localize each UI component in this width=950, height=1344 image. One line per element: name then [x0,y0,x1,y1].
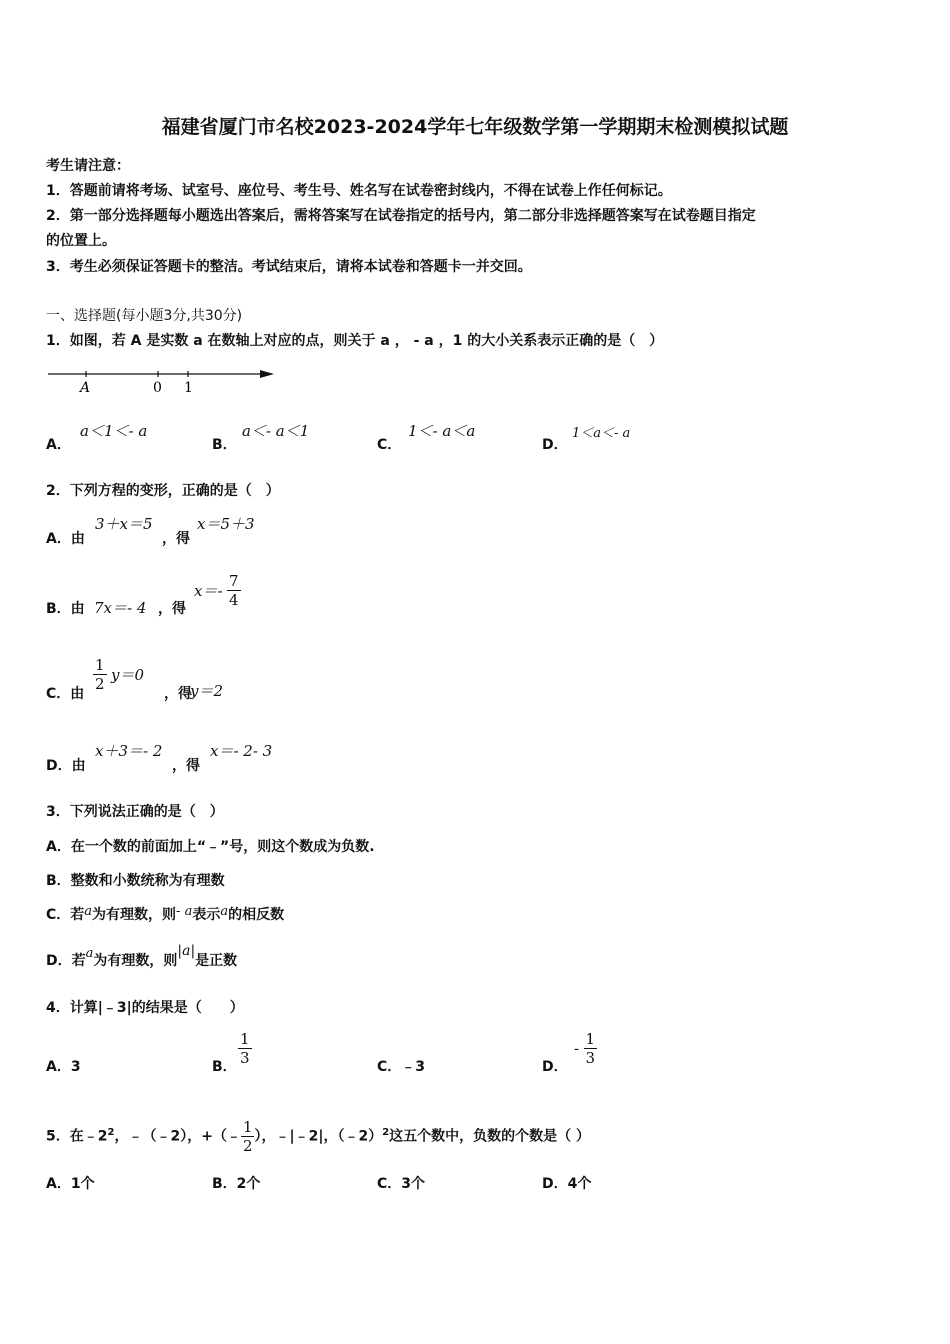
q3-c-part: 为有理数，则 [92,907,177,923]
q5-part: ），﹣|﹣2|，（﹣2） [254,1128,383,1145]
q2-option-d-letter: D．由 [46,758,86,774]
fraction-numerator: 1 [242,1118,253,1137]
q2-option-d-from: x＋3＝- 2 [95,742,163,760]
q3-c-part: 表示 [192,907,221,923]
q3-c-var: a [84,904,93,919]
q5-part: ，﹣（﹣2），+（﹣ [114,1128,241,1145]
q3-c-part: 的相反数 [228,907,285,923]
q4-option-b-letter: B． [212,1059,237,1075]
q1-option-a-expr: a＜1＜- a [80,422,148,440]
q3-option-d [46,943,238,970]
q5-option-d: D．4个 [542,1176,592,1192]
q4-option-d-value [574,1030,597,1067]
q1-option-d-expr: 1＜a＜- a [572,426,631,441]
q3-d-var: a [85,946,94,961]
q2-option-a-letter: A．由 [46,531,85,547]
q4-option-a: A．3 [46,1059,81,1075]
q3-option-b: B．整数和小数统称为有理数 [46,873,225,889]
q2-option-c-mid: ，得 [164,686,192,702]
q5-part: 5．在﹣2 [46,1128,108,1145]
q3-c-part: C．若 [46,907,85,923]
q1-option-b-expr: a＜- a＜1 [242,422,310,440]
q1-option-c-letter: C． [377,437,402,453]
fraction-numerator: 1 [95,656,105,674]
fraction-denominator: 2 [242,1137,253,1156]
notice-heading: 考生请注意： [46,158,130,174]
q2-option-a-to: x＝5＋3 [197,515,255,533]
q2-option-a-from: 3＋x＝5 [95,515,153,533]
q4-option-b-fraction [238,1030,252,1067]
fraction-denominator: 2 [95,675,105,693]
q1-option-d-letter: D． [542,437,568,453]
q3-d-part: 是正数 [195,953,238,969]
q5-superscript: 2 [107,1127,115,1138]
page-title: 福建省厦门市名校2023-2024学年七年级数学第一学期期末检测模拟试题 [161,116,789,138]
q3-d-part: 为有理数，则 [93,953,178,969]
fraction-numerator: 1 [585,1030,596,1048]
q2-option-b-from: 7x＝- 4 [94,599,147,617]
fraction-denominator: 4 [228,591,239,609]
q4-d-sign: - [574,1039,580,1058]
q2-option-b-fraction [227,572,241,609]
q2-option-d-to: x＝- 2- 3 [210,742,273,760]
q4-stem: 4．计算|﹣3|的结果是（ ） [46,1000,244,1016]
q2-option-c-letter: C．由 [46,686,85,702]
q2-option-c-suffix: y＝0 [111,666,145,684]
q2-option-c-to: y＝2 [190,682,224,700]
q3-option-a: A．在一个数的前面加上“﹣”号，则这个数成为负数. [46,839,375,855]
q5-option-c: C．3个 [377,1176,426,1192]
q4-option-d-letter: D． [542,1059,568,1075]
arrow-head [260,370,274,378]
q2-option-a-mid: ，得 [162,531,190,547]
q5-part: 这五个数中，负数的个数是（ ） [389,1128,591,1145]
q1-option-c-expr: 1＜- a＜a [408,422,476,440]
q2-stem: 2．下列方程的变形，正确的是（ ） [46,483,280,499]
q2-option-d-mid: ，得 [172,758,200,774]
notice-item: 2．第一部分选择题每小题选出答案后，需将答案写在试卷指定的括号内，第二部分非选择题答案写在试卷题目指定 [46,208,756,224]
q5-fraction [241,1118,255,1155]
q1-option-a-letter: A． [46,437,71,453]
q5-option-b: B．2个 [212,1176,261,1192]
number-line [44,362,276,396]
q5-superscript: 2 [382,1127,390,1138]
label-one: 1 [184,380,193,396]
q3-stem: 3．下列说法正确的是（ ） [46,804,224,820]
label-a: A [80,380,91,396]
q2-option-c-fraction [93,656,107,693]
label-zero: 0 [153,380,162,396]
notice-item: 1．答题前请将考场、试室号、座位号、考生号、姓名写在试卷密封线内，不得在试卷上作任何标记。 [46,183,672,199]
q4-option-c: C．﹣3 [377,1059,426,1075]
fraction-denominator: 3 [240,1049,250,1067]
q5-option-a: A．1个 [46,1176,95,1192]
fraction-numerator: 7 [228,572,239,590]
notice-item: 的位置上。 [46,233,116,249]
q2-option-b-mid: ，得 [158,601,186,617]
notice-item: 3．考生必须保证答题卡的整洁。考试结束后，请将本试卷和答题卡一并交回。 [46,259,532,275]
q3-option-c [46,904,284,924]
fraction-numerator: 1 [240,1030,250,1048]
q2-option-b-prefix: x＝- [194,582,223,600]
q5-stem [46,1110,590,1160]
q2-option-c-from [93,656,144,693]
q3-d-part: D．若 [46,953,86,969]
q3-c-var: a [220,904,229,919]
fraction-denominator: 3 [585,1049,596,1067]
q1-stem: 1．如图，若 A 是实数 a 在数轴上对应的点，则关于 a ， - a ，1 的大小关系表示正确的是（ ） [46,333,664,349]
section-heading: 一、选择题(每小题3分,共30分) [46,308,243,324]
q2-option-b-result [194,572,241,609]
q2-option-b-letter: B．由 [46,601,85,617]
q1-option-b-letter: B． [212,437,237,453]
q3-c-neg-var: - a [176,904,193,919]
q3-d-abs: |a| [177,943,196,959]
